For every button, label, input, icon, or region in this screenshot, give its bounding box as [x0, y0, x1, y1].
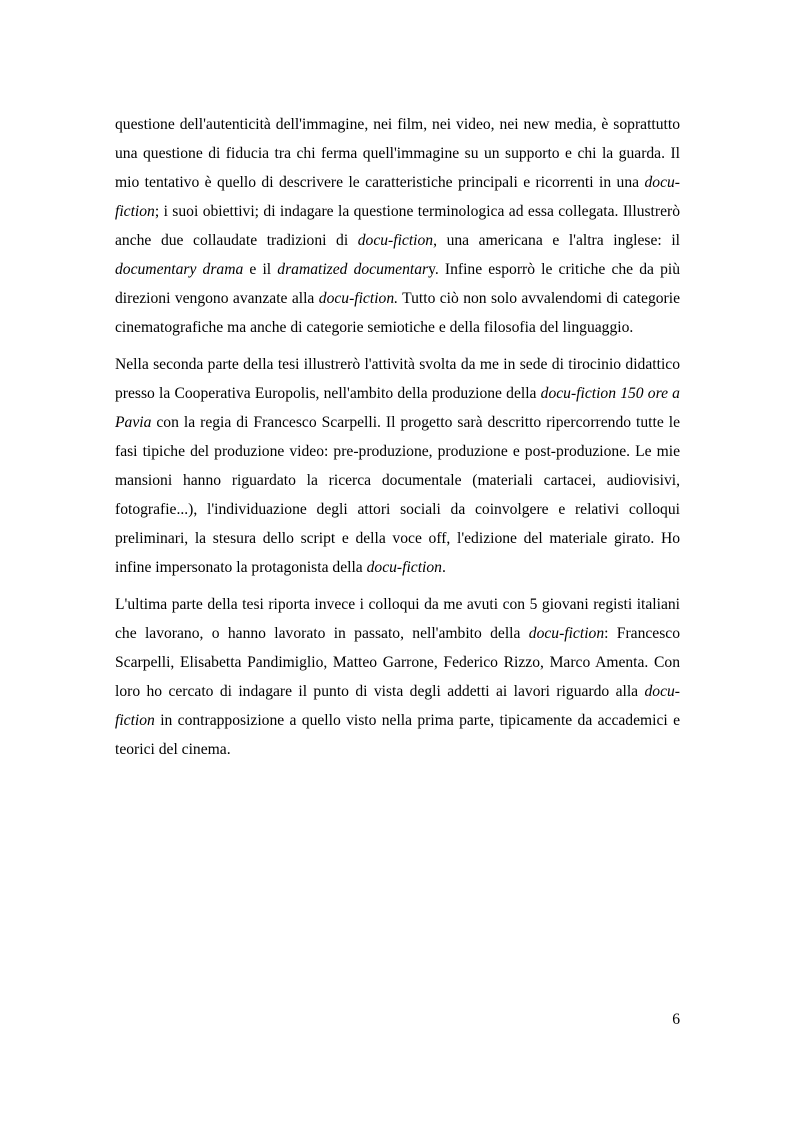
page-number: 6: [672, 1011, 680, 1028]
text-run: , una americana e l'altra inglese: il: [433, 232, 681, 249]
text-run: Nella seconda parte della tesi illustrerò l'attività svolta da me in sede di tirocinio didattico presso la Cooperativa Europolis, nell'ambito della produzione della: [115, 356, 680, 402]
italic-term: docu-fiction: [357, 232, 434, 249]
italic-term: documentary drama: [115, 261, 244, 278]
italic-term: docu-fiction: [115, 683, 680, 729]
text-run: .: [441, 559, 446, 576]
text-run: L'ultima parte della tesi riporta invece i colloqui da me avuti con 5 giovani registi italiani che lavorano, o hanno lavorato in passato, nell'ambito della: [115, 596, 680, 642]
italic-term: docu-fiction: [366, 559, 442, 576]
paragraph-2: [115, 350, 680, 582]
italic-term: docu-fiction 150 ore a Pavia: [115, 385, 680, 431]
text-run: con la regia di Francesco Scarpelli. Il progetto sarà descritto ripercorrendo tutte le fasi tipiche del produzione video: pre-produzione, produzione e post-produzione. Le mie mansioni hanno riguardato la ricerca documentale (materiali cartacei, audiovisivi, fotografie...), l'individuazione degli attori sociali da coinvolgere e relativi colloqui preliminari, la stesura dello script e della voce off, l'edizione del materiale girato. Ho infine impersonato la protagonista della: [115, 414, 680, 576]
text-run: Tutto ciò non solo avvalendomi di categorie cinematografiche ma anche di categorie semiotiche e della filosofia del linguaggio.: [115, 290, 680, 336]
text-run: e il: [243, 261, 278, 278]
italic-term: dramatized documentar: [277, 261, 429, 278]
text-run: in contrapposizione a quello visto nella prima parte, tipicamente da accademici e teorici del cinema.: [115, 712, 680, 758]
text-run: questione dell'autenticità dell'immagine, nei film, nei video, nei new media, è soprattutto una questione di fiducia tra chi ferma quell'immagine su un supporto e chi la guarda. Il mio tentativo è quello di descrivere le caratteristiche principali e ricorrenti in una: [115, 116, 680, 191]
italic-term: docu-fiction: [528, 625, 605, 642]
italic-term: docu-fiction.: [318, 290, 399, 307]
italic-term: docu-fiction: [115, 174, 680, 220]
text-run: ; i suoi obiettivi; di indagare la questione terminologica ad essa collegata. Illustrerò anche due collaudate tradizioni di: [115, 203, 680, 249]
paragraph-3: [115, 590, 680, 764]
text-run: y. Infine esporrò le critiche che da più direzioni vengono avanzate alla: [115, 261, 680, 307]
body-text: [115, 110, 680, 772]
paragraph-1: [115, 110, 680, 342]
text-run: : Francesco Scarpelli, Elisabetta Pandimiglio, Matteo Garrone, Federico Rizzo, Marco Amenta. Con loro ho cercato di indagare il punto di vista degli addetti ai lavori riguardo alla: [115, 625, 680, 700]
